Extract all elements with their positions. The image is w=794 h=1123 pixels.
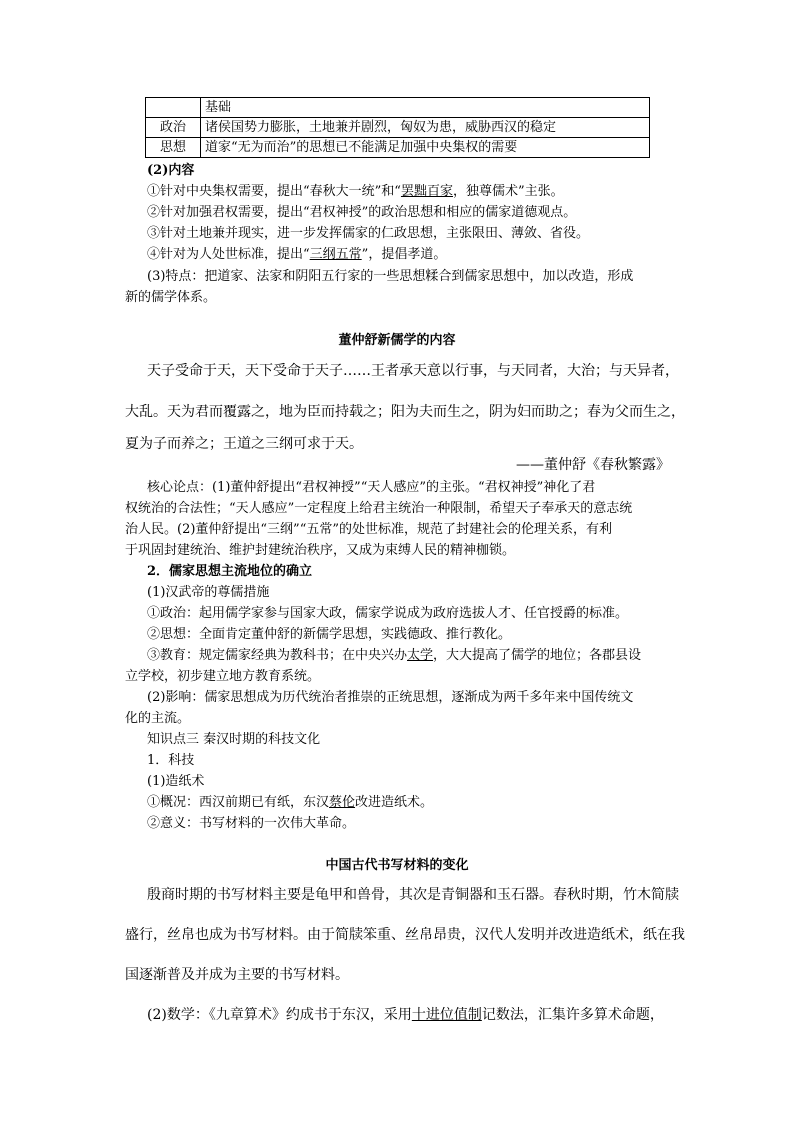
box2-title: 中国古代书写材料的变化	[325, 858, 469, 873]
text: ”，提倡孝道。	[361, 247, 447, 262]
table-cell: 诸侯国势力膨胀，土地兼并剧烈，匈奴为患，威胁西汉的稳定	[201, 118, 650, 138]
table-header-row	[146, 98, 650, 118]
table-cell: 思想	[146, 138, 201, 158]
content-item-1	[147, 181, 564, 202]
core-line-2: 权统治的合法性；“天人感应”一定程度上给君主统治一种限制，希望天子奉承天的意志统	[125, 501, 633, 516]
content-item-3: ③针对土地兼并现实，进一步发挥儒家的仁政思想，主张限田、薄敛、省役。	[147, 226, 590, 241]
core-line-4: 于巩固封建统治、维护封建统治秩序，又成为束缚人民的精神枷锁。	[125, 543, 516, 558]
section3-heading: 知识点三 秦汉时期的科技文化	[147, 732, 321, 747]
section2-subheading: (1)汉武帝的尊儒措施	[147, 585, 270, 600]
text: ③教育：规定儒家经典为教科书；在中央兴办	[147, 648, 408, 663]
box2-line-2: 盛行，丝帛也成为书写材料。由于简牍笨重、丝帛昂贵，汉代人发明并改进造纸术，纸在我	[125, 927, 685, 943]
measure-2: ②思想：全面肯定董仲舒的新儒学思想，实践德政、推行教化。	[147, 627, 512, 642]
table-header-cell: 基础	[201, 98, 650, 118]
table-cell: 道家“无为而治”的思想已不能满足加强中央集权的需要	[201, 138, 650, 158]
underlined-term: 太学	[407, 648, 434, 663]
feature-line-1: (3)特点：把道家、法家和阴阳五行家的一些思想糅合到儒家思想中，加以改造，形成	[147, 269, 634, 284]
feature-line-2: 新的儒学体系。	[125, 290, 217, 305]
box2-line-3: 国逐渐普及并成为主要的书写材料。	[125, 967, 349, 983]
tech-heading: 1．科技	[147, 753, 195, 768]
text: ，大大提高了儒学的地位；各郡县设	[433, 648, 642, 663]
box1-line-3: 夏为子而养之；王道之三纲可求于天。	[125, 436, 363, 452]
table-row	[146, 138, 650, 158]
table-row	[146, 118, 650, 138]
content-heading: (2)内容	[147, 163, 195, 178]
underlined-term: 十进位值制	[411, 1007, 482, 1023]
content-item-4	[147, 244, 446, 265]
section2-heading: 2．儒家思想主流地位的确立	[147, 564, 313, 579]
measure-3-line-2: 立学校，初步建立地方教育系统。	[125, 669, 321, 684]
text: 记数法，汇集许多算术命题，	[481, 1007, 664, 1023]
box2-line-1: 殷商时期的书写材料主要是龟甲和兽骨，其次是青铜器和玉石器。春秋时期，竹木简牍	[147, 887, 679, 903]
core-line-3: 治人民。(2)董仲舒提出“三纲”“五常”的处世标准，规范了封建社会的伦理关系，有利	[125, 522, 612, 537]
underlined-term: 蔡伦	[329, 795, 356, 810]
table-cell: 政治	[146, 118, 201, 138]
text: 改进造纸术。	[355, 795, 434, 810]
measure-3	[147, 645, 641, 666]
box1-title: 董仲舒新儒学的内容	[338, 333, 456, 348]
core-line-1: 核心论点：(1)董仲舒提出“君权神授”“天人感应”的主张。“君权神授”神化了君	[147, 480, 596, 495]
box1-line-1: 天子受命于天，天下受命于天子……王者承天意以行事，与天同者，大治；与天异者，	[147, 363, 679, 379]
math-line	[147, 1004, 664, 1024]
measure-1: ①政治：起用儒学家参与国家大政，儒家学说成为政府选拔人才、任官授爵的标准。	[147, 606, 629, 621]
text: ①概况：西汉前期已有纸，东汉	[147, 795, 330, 810]
papermaking-overview	[147, 792, 433, 813]
text: ，独尊儒术”主张。	[452, 184, 564, 199]
underlined-term: 三纲五常	[309, 247, 362, 262]
impact-line-1: (2)影响：儒家思想成为历代统治者推崇的正统思想，逐渐成为两千多年来中国传统文	[147, 690, 634, 705]
text: ④针对为人处世标准，提出“	[147, 247, 310, 262]
box1-source: ——董仲舒《春秋繁露》	[516, 457, 670, 473]
content-item-2: ②针对加强君权需要，提出“君权神授”的政治思想和相应的儒家道德观点。	[147, 205, 577, 220]
papermaking-significance: ②意义：书写材料的一次伟大革命。	[147, 816, 356, 831]
underlined-term: 罢黜百家	[400, 184, 453, 199]
papermaking-heading: (1)造纸术	[147, 774, 205, 789]
table-header-cell	[146, 98, 201, 118]
basis-table	[145, 97, 650, 158]
text: ①针对中央集权需要，提出“春秋大一统”和“	[147, 184, 401, 199]
text: (2)数学：《九章算术》约成书于东汉，采用	[147, 1007, 412, 1023]
impact-line-2: 化的主流。	[125, 711, 191, 726]
box1-line-2: 大乱。天为君而覆露之，地为臣而持载之；阳为夫而生之，阴为妇而助之；春为父而生之，	[125, 404, 685, 420]
